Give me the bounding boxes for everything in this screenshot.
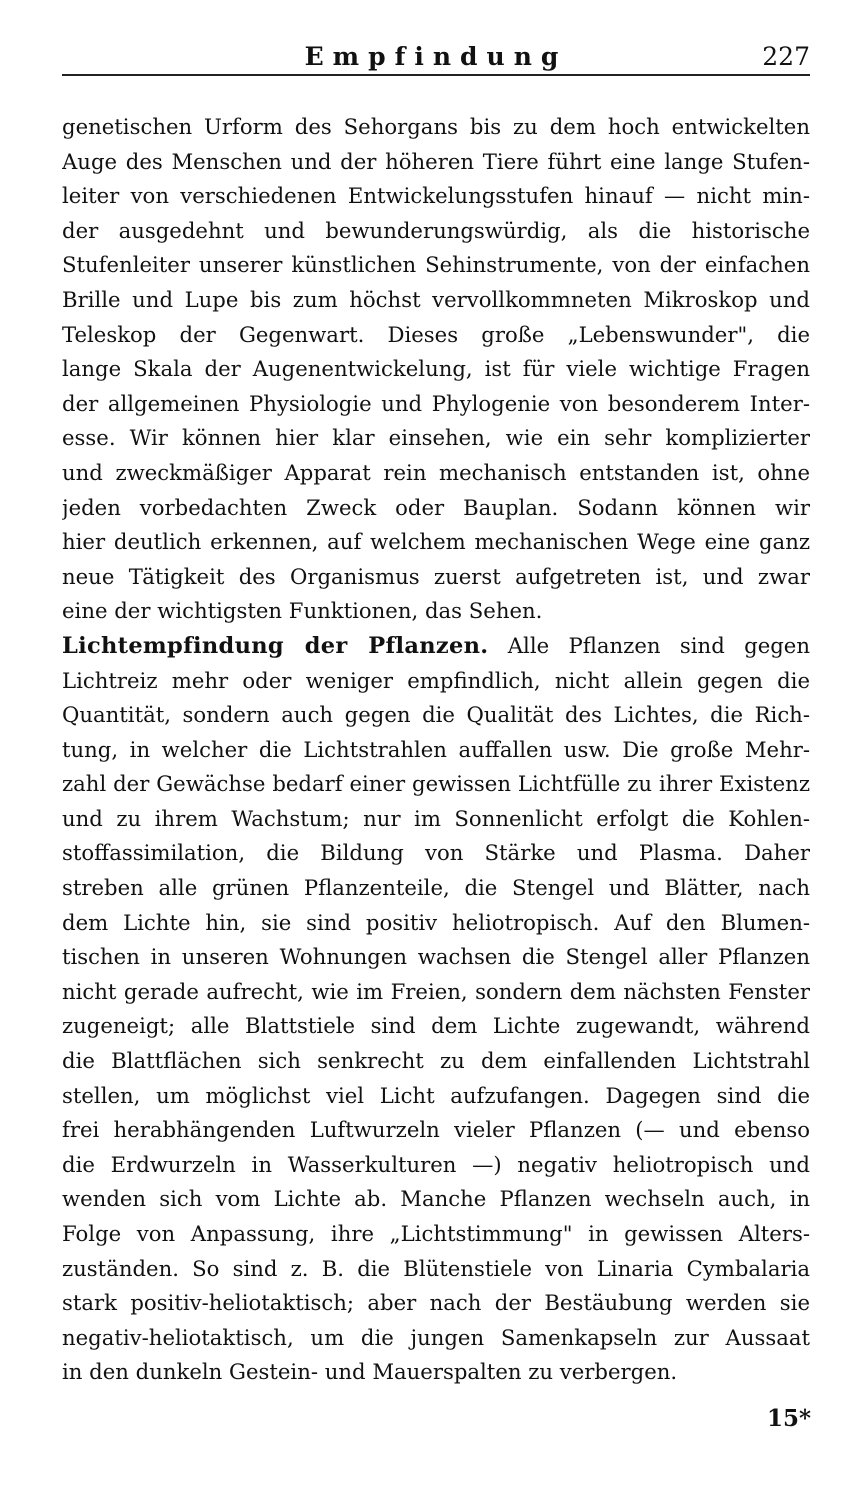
text-line: tischen in unseren Wohnungen wachsen die Stengel aller Pflanzen [62,944,810,970]
text-line: zuständen. So sind z. B. die Blütenstiele von Linaria Cymbalaria [62,1255,810,1281]
text-line: lange Skala der Augenentwickelung, ist für viele wichtige Fragen [62,356,810,382]
text-line: die Erdwurzeln in Wasserkulturen —) negativ heliotropisch und [62,1151,810,1177]
text-line: hier deutlich erkennen, auf welchem mechanischen Wege eine ganz [62,529,810,555]
paragraph-plant-light-sensitivity [62,629,810,1390]
page-number: 227 [762,42,810,71]
text-line: streben alle grünen Pflanzenteile, die Stengel und Blätter, nach [62,875,810,901]
text-line: genetischen Urform des Sehorgans bis zu dem hoch entwickelten [62,114,810,139]
text-line: der allgemeinen Physiologie und Phylogenie von besonderem Inter- [62,390,810,416]
printer-signature: 15* [766,1405,811,1432]
text-line: zahl der Gewächse bedarf einer gewissen Lichtfülle zu ihrer Existenz [62,771,810,797]
text-line: Brille und Lupe bis zum höchst vervollkommneten Mikroskop und [62,286,810,312]
text-line: und zweckmäßiger Apparat rein mechanisch entstanden ist, ohne [62,459,810,485]
text-line: frei herabhängenden Luftwurzeln vieler Pflanzen (— und ebenso [62,1117,810,1143]
text-line: esse. Wir können hier klar einsehen, wie ein sehr komplizierter [62,425,810,451]
text-line: Folge von Anpassung, ihre „Lichtstimmung" in gewissen Alters- [62,1221,810,1246]
text-line: Lichtreiz mehr oder weniger empfindlich, nicht allein gegen die [62,667,810,693]
text-line: Teleskop der Gegenwart. Dieses große „Lebenswunder", die [62,321,810,347]
text-line: eine der wichtigsten Funktionen, das Sehen. [62,598,543,624]
text-line: der ausgedehnt und bewunderungswürdig, als die historische [62,217,810,243]
body-text [62,110,810,1390]
heading-line-rest: Alle Pflanzen sind gegen [507,632,810,658]
text-line: jeden vorbedachten Zweck oder Bauplan. Sodann können wir [62,494,810,520]
text-line: neue Tätigkeit des Organismus zuerst aufgetreten ist, und zwar [62,563,810,589]
text-line: und zu ihrem Wachstum; nur im Sonnenlicht erfolgt die Kohlen- [62,805,810,831]
text-line: stoffassimilation, die Bildung von Stärke und Plasma. Daher [62,840,810,866]
text-line: negativ-heliotaktisch, um die jungen Samenkapseln zur Aussaat [62,1324,810,1350]
text-line: die Blattflächen sich senkrecht zu dem einfallenden Lichtstrahl [62,1048,810,1074]
text-line: stark positiv-heliotaktisch; aber nach der Bestäubung werden sie [62,1290,810,1316]
text-line: tung, in welcher die Lichtstrahlen auffallen usw. Die große Mehr- [62,736,810,762]
text-line: nicht gerade aufrecht, wie im Freien, sondern dem nächsten Fenster [62,978,810,1004]
section-heading: Lichtempfindung der Pflanzen. [62,632,489,659]
text-line: Stufenleiter unserer künstlichen Sehinstrumente, von der einfachen [62,252,810,278]
paragraph-eye-evolution [62,110,810,629]
text-line-with-heading [62,629,810,664]
running-head [62,40,810,76]
text-line: in den dunkeln Gestein- und Mauerspalten zu verbergen. [62,1359,678,1385]
running-title: Empfindung [304,42,568,71]
text-line: Auge des Menschen und der höheren Tiere führt eine lange Stufen- [62,148,810,174]
text-line: wenden sich vom Lichte ab. Manche Pflanzen wechseln auch, in [62,1186,810,1212]
text-line: zugeneigt; alle Blattstiele sind dem Lichte zugewandt, während [62,1013,810,1039]
text-line: leiter von verschiedenen Entwickelungsstufen hinauf — nicht min- [62,183,810,209]
text-line: Quantität, sondern auch gegen die Qualität des Lichtes, die Rich- [62,702,810,728]
text-line: stellen, um möglichst viel Licht aufzufangen. Dagegen sind die [62,1082,810,1108]
text-line: dem Lichte hin, sie sind positiv heliotropisch. Auf den Blumen- [62,909,810,935]
header-rule [62,74,810,76]
